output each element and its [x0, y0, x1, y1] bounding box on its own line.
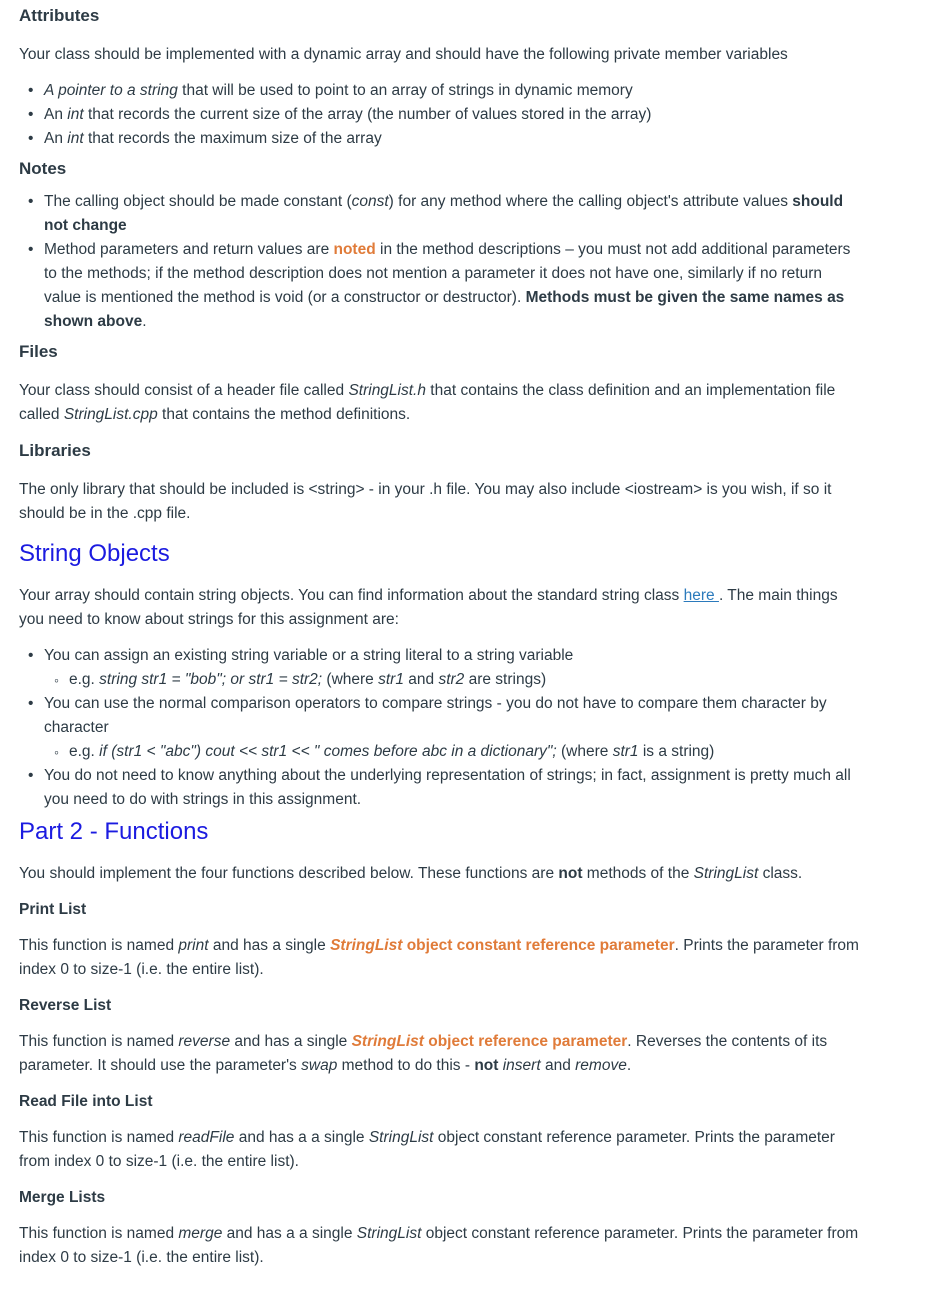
- emphasis: StringList.h: [348, 382, 426, 399]
- text: .: [626, 1057, 632, 1074]
- notes-list: [19, 190, 859, 334]
- emphasis: str2: [438, 671, 465, 688]
- emphasis: str1: [612, 743, 639, 760]
- text: (where: [556, 743, 613, 760]
- code-emphasis: if (str1 < "abc") cout << str1 << " comes before abc in a dictionary";: [99, 743, 557, 760]
- text: . Reverses the contents of its parameter. It should use the parameter's: [19, 1033, 828, 1074]
- text: object constant reference parameter. Prints the parameter from index 0 to size-1 (i.e. the entire list).: [19, 1129, 835, 1170]
- part2-heading: Part 2 - Functions: [19, 818, 209, 845]
- attributes-intro: Your class should be implemented with a dynamic array and should have the following private member variables: [19, 46, 788, 63]
- print-list-heading: Print List: [19, 901, 87, 918]
- text: Method parameters and return values are: [44, 241, 334, 258]
- emphasis: StringList.cpp: [63, 406, 158, 423]
- notes-heading: Notes: [19, 159, 67, 178]
- emphasis: str1: [378, 671, 404, 688]
- string-objects-list: [19, 644, 859, 812]
- text: You can use the normal comparison operators to compare strings - you do not have to compare them character by character: [44, 695, 827, 736]
- sub-list-item: [69, 740, 859, 764]
- text: and: [403, 671, 439, 688]
- reverse-list-heading: Reverse List: [19, 997, 112, 1014]
- list-item: [44, 644, 859, 692]
- sub-list: [44, 668, 859, 692]
- read-file-heading: Read File into List: [19, 1093, 153, 1110]
- text: You should implement the four functions described below. These functions are: [19, 865, 559, 882]
- text: methods of the: [582, 865, 694, 882]
- string-objects-heading: String Objects: [19, 540, 170, 567]
- text: that records the current size of the array (the number of values stored in the array): [83, 106, 652, 123]
- list-item: [44, 79, 859, 103]
- text: and has a single: [208, 937, 331, 954]
- list-item: [44, 103, 859, 127]
- text: that will be used to point to an array of strings in dynamic memory: [177, 82, 633, 99]
- text: This function is named: [19, 1129, 179, 1146]
- text: and: [540, 1057, 576, 1074]
- emphasis: int: [67, 106, 84, 123]
- text: object constant reference parameter. Prints the parameter from index 0 to size-1 (i.e. the entire list).: [19, 1225, 859, 1266]
- libraries-paragraph: The only library that should be included is <string> - in your .h file. You may also include <iostream> is you wish, if so it should be in the .cpp file.: [19, 481, 832, 522]
- emphasis: print: [178, 937, 209, 954]
- highlight-text: object reference parameter: [423, 1033, 628, 1050]
- text: This function is named: [19, 937, 179, 954]
- text: This function is named: [19, 1225, 179, 1242]
- list-item: [44, 190, 859, 238]
- text: are strings): [464, 671, 547, 688]
- text: You do not need to know anything about the underlying representation of strings; in fact, assignment is pretty much all you need to do with strings in this assignment.: [44, 767, 851, 808]
- here-link[interactable]: here: [683, 587, 719, 604]
- emphasis: swap: [301, 1057, 338, 1074]
- list-item: [44, 764, 859, 812]
- text: An: [44, 106, 68, 123]
- emphasis: merge: [178, 1225, 223, 1242]
- attributes-list: [19, 79, 859, 151]
- text: . Prints the parameter from index 0 to size-1 (i.e. the entire list).: [19, 937, 859, 978]
- text: e.g.: [69, 743, 100, 760]
- emphasis: StringList: [693, 865, 759, 882]
- text: Your class should consist of a header file called: [19, 382, 349, 399]
- text: class.: [758, 865, 803, 882]
- text: that contains the class definition and an implementation file called: [19, 382, 836, 423]
- emphasis: insert: [502, 1057, 541, 1074]
- bold-text: not: [558, 865, 583, 882]
- text: .: [142, 313, 147, 330]
- read-file-paragraph: [19, 1126, 859, 1174]
- text: that contains the method definitions.: [157, 406, 411, 423]
- text: that records the maximum size of the array: [83, 130, 382, 147]
- emphasis: readFile: [178, 1129, 235, 1146]
- emphasis: int: [67, 130, 84, 147]
- text: and has a a single: [234, 1129, 369, 1146]
- emphasis: A pointer to a string: [44, 82, 178, 99]
- sub-list: [44, 740, 859, 764]
- text: and has a a single: [222, 1225, 357, 1242]
- emphasis: const: [351, 193, 389, 210]
- text: (where: [322, 671, 379, 688]
- text: This function is named: [19, 1033, 179, 1050]
- highlight-emphasis: StringList: [330, 937, 403, 954]
- emphasis: StringList: [368, 1129, 434, 1146]
- emphasis: remove: [575, 1057, 627, 1074]
- merge-lists-paragraph: [19, 1222, 859, 1270]
- list-item: [44, 238, 859, 334]
- part2-intro: [19, 862, 859, 886]
- text: ) for any method where the calling object's attribute values: [388, 193, 793, 210]
- text: method to do this -: [337, 1057, 475, 1074]
- sub-list-item: [69, 668, 859, 692]
- text: An: [44, 130, 68, 147]
- files-heading: Files: [19, 342, 58, 361]
- emphasis: StringList: [356, 1225, 422, 1242]
- text: and has a single: [230, 1033, 352, 1050]
- libraries-heading: Libraries: [19, 441, 91, 460]
- text: is a string): [638, 743, 715, 760]
- merge-lists-heading: Merge Lists: [19, 1189, 106, 1206]
- text: . The main things you need to know about strings for this assignment are:: [19, 587, 838, 628]
- list-item: [44, 127, 859, 151]
- reverse-list-paragraph: [19, 1030, 859, 1078]
- highlight-emphasis: StringList: [351, 1033, 424, 1050]
- string-objects-intro: [19, 584, 859, 632]
- files-paragraph: [19, 379, 859, 427]
- list-item: [44, 692, 859, 764]
- text: in the method descriptions – you must not add additional parameters to the methods; if the method description does not mention a parameter it does not have one, similarly if no return value is mentioned the method is void (or a constructor or destructor).: [44, 241, 851, 306]
- text: The calling object should be made constant (: [44, 193, 352, 210]
- attributes-heading: Attributes: [19, 6, 100, 25]
- bold-text: should not change: [44, 193, 844, 234]
- bold-text: not: [474, 1057, 499, 1074]
- highlight-text: noted: [333, 241, 376, 258]
- text: You can assign an existing string variable or a string literal to a string variable: [44, 647, 574, 664]
- text: e.g.: [69, 671, 100, 688]
- print-list-paragraph: [19, 934, 859, 982]
- bold-text: Methods must be given the same names as shown above: [44, 289, 845, 330]
- text: Your array should contain string objects. You can find information about the standard string class: [19, 587, 684, 604]
- emphasis: reverse: [178, 1033, 231, 1050]
- highlight-text: object constant reference parameter: [402, 937, 675, 954]
- code-emphasis: string str1 = "bob"; or str1 = str2;: [99, 671, 323, 688]
